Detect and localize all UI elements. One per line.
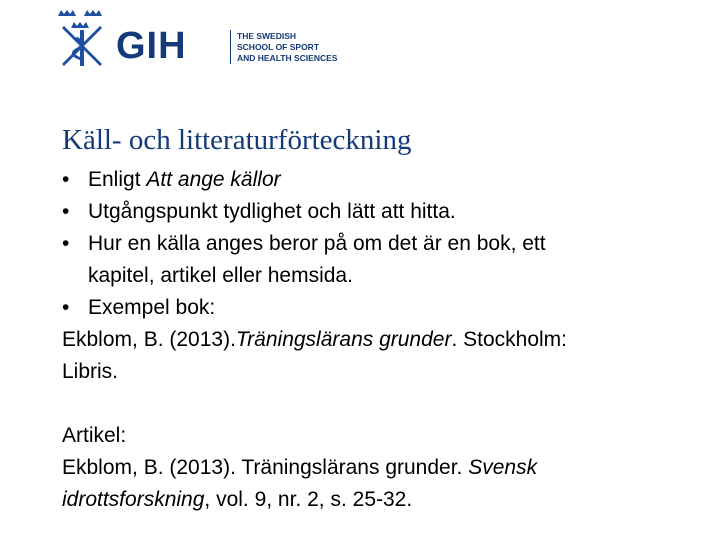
- book-reference: [62, 324, 702, 356]
- list-item: [62, 228, 702, 292]
- bullet-marker: •: [62, 200, 70, 223]
- logo-tagline-line: SCHOOL OF SPORT: [237, 42, 320, 52]
- logo-tagline-line: AND HEALTH SCIENCES: [237, 53, 338, 63]
- slide-title: Käll- och litteraturförteckning: [62, 124, 412, 156]
- spacer: [62, 388, 702, 420]
- book-author: Ekblom, B. (2013).: [62, 328, 236, 351]
- book-title: Träningslärans grunder: [235, 328, 452, 351]
- bullet-text-continuation: kapitel, artikel eller hemsida.: [88, 264, 353, 287]
- logo-tagline: [237, 31, 357, 64]
- list-item: [62, 292, 702, 324]
- article-citation: Ekblom, B. (2013). Träningslärans grunder.: [62, 456, 469, 479]
- article-journal-continuation: idrottsforskning: [62, 488, 205, 511]
- bullet-text: Utgångspunkt tydlighet och lätt att hitta.: [88, 200, 456, 223]
- bullet-text: Hur en källa anges beror på om det är en bok, ett: [88, 232, 546, 255]
- logo-tagline-line: THE SWEDISH: [237, 31, 297, 41]
- article-journal: Svensk: [468, 456, 538, 479]
- book-publisher: . Stockholm:: [451, 328, 568, 351]
- bullet-italic-title: Att ange källor: [146, 168, 281, 191]
- bullet-marker: •: [62, 168, 70, 191]
- article-details: , vol. 9, nr. 2, s. 25-32.: [204, 488, 413, 511]
- article-label: Artikel:: [62, 424, 127, 447]
- gih-emblem-icon: [54, 8, 110, 70]
- bullet-marker: •: [62, 296, 70, 319]
- list-item: [62, 196, 702, 228]
- logo-divider: [230, 30, 231, 64]
- bullet-text: Exempel bok:: [88, 296, 216, 319]
- list-item: [62, 164, 702, 196]
- article-reference-continuation: [62, 484, 702, 516]
- bullet-text: Enligt: [88, 168, 147, 191]
- logo-wordmark: GIH: [116, 25, 187, 67]
- book-reference-continuation: Libris.: [62, 360, 119, 383]
- bullet-marker: •: [62, 232, 70, 255]
- slide-body: [62, 164, 702, 516]
- article-reference: [62, 452, 702, 484]
